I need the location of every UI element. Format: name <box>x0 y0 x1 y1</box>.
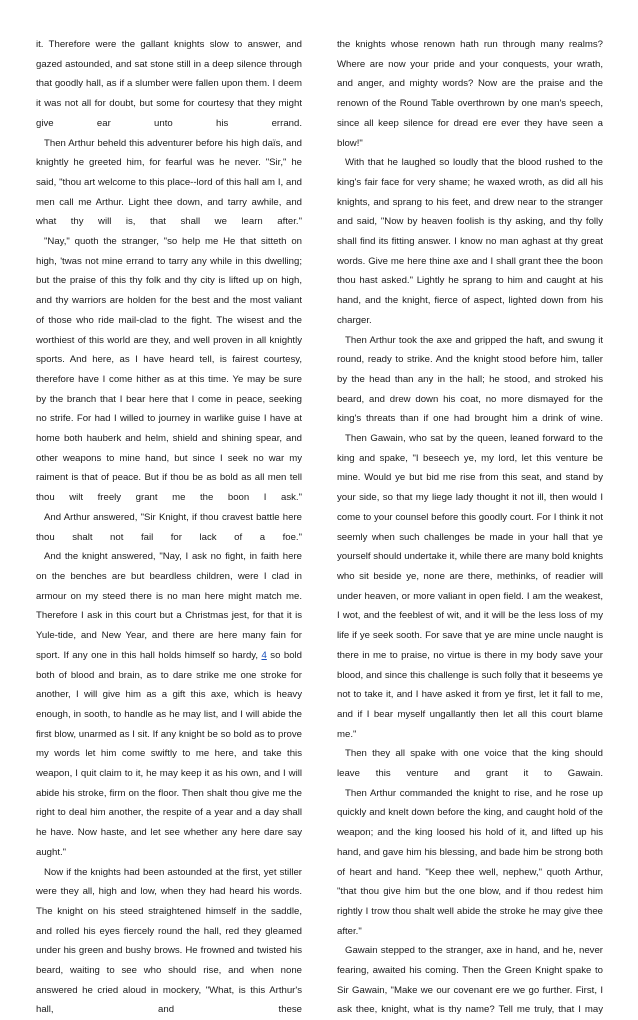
paragraph: the knights whose renown hath run through many realms? Where are now your pride and your conquests, your wrath, and anger, and mighty words? Now are the praise and the renown of the Round Table overthrown by one man's speech, since all keep silence for dread ere ever they have seen a blow!" <box>337 39 603 149</box>
paragraph-text: And the knight answered, "Nay, I ask no fight, in faith here on the benches are but beardless children, were I clad in armour on my steed there is no man here might match me. Therefore I ask in this court but a Christmas jest, for that it is Yule-tide, and New Year, and there are here many fain for sport. If any one in this hall holds himself so hardy, <box>36 551 302 661</box>
paragraph: Now if the knights had been astounded at the first, yet stiller were they all, high and low, when they had heard his words. The knight on his steed straightened himself in the saddle, and rolled his eyes fiercely round the hall, red they gleamed under his green and bushy brows. He frowned and twisted his beard, waiting to see who should rise, and when none answered he cried aloud in mockery, "What, is this Arthur's hall, and these <box>36 866 302 1016</box>
paragraph: it. Therefore were the gallant knights slow to answer, and gazed astounded, and sat stone still in a deep silence through that goodly hall, as if a slumber were fallen upon them. I deem it was not all for doubt, but some for courtesy that they might give ear unto his errand. <box>36 39 302 129</box>
paragraph: With that he laughed so loudly that the blood rushed to the king's fair face for very shame; he waxed wroth, as did all his knights, and sprang to his feet, and drew near to the stranger and said, "Now by heaven foolish is thy asking, and thy folly shall find its fitting answer. I know no man aghast at thy great words. Give me here thine axe and I shall grant thee the boon thou hast asked." Lightly he sprang to him and caught at his hand, and the knight, fierce of aspect, lighted down from his charger. <box>337 157 603 326</box>
paragraph: And Arthur answered, "Sir Knight, if thou cravest battle here thou shalt not fail for lack of a foe." <box>36 511 302 543</box>
paragraph: Then Arthur took the axe and gripped the haft, and swung it round, ready to strike. And the knight stood before him, taller by the head than any in the hall; he stood, and stroked his beard, and drew down his coat, no more dismayed for the king's threats than if one had brought him a drink of wine. <box>337 334 603 425</box>
text-column-right <box>337 35 603 1020</box>
paragraph: Then Gawain, who sat by the queen, leaned forward to the king and spake, "I beseech ye, my lord, let this venture be mine. Would ye but bid me rise from this seat, and stand by your side, so that my liege lady thought it not ill, then would I come to your counsel before this goodly court. For I think it not seemly when such challenges be made in your hall that ye yourself should undertake it, while there are many bold knights who sit beside ye, none are there, methinks, of readier will under heaven, or more valiant in open field. I am the weakest, I wot, and the feeblest of wit, and it will be the less loss of my life if ye seek sooth. For save that ye are mine uncle naught is there in me to praise, no virtue is there in my body save your blood, and since this challenge is such folly that it beseems ye not to take it, and I have asked it from ye first, let it fall to me, and if I bear myself ungallantly then let all this court blame me." <box>337 433 603 740</box>
paragraph: Gawain stepped to the stranger, axe in hand, and he, never fearing, awaited his coming. Then the Green Knight spake to Sir Gawain, "Make we our covenant ere we go further. First, I ask thee, knight, what is thy name? Tell me truly, that I may <box>337 945 603 1016</box>
text-column-left <box>36 35 302 1020</box>
paragraph: Then Arthur commanded the knight to rise, and he rose up quickly and knelt down before the king, and caught hold of the weapon; and the king loosed his hold of it, and lifted up his hand, and gave him his blessing, and bade him be strong both of heart and hand. "Keep thee well, nephew," quoth Arthur, "that thou give him but the one blow, and if thou redest him rightly I trow thou shalt well abide the stroke he may give thee after." <box>337 787 603 937</box>
paragraph: "Nay," quoth the stranger, "so help me He that sitteth on high, 'twas not mine errand to tarry any while in this dwelling; but the praise of this thy folk and thy city is lifted up on high, and thy warriors are holden for the best and the most valiant of those who ride mail-clad to the fight. The wisest and the worthiest of this world are they, and well proven in all knightly sports. And here, as I have heard tell, is fairest courtesy, therefore have I come hither as at this time. Ye may be sure by the branch that I bear here that I come in peace, seeking no strife. For had I willed to journey in warlike guise I have at home both hauberk and helm, shield and shining spear, and other weapons to mine hand, but since I seek no war my raiment is that of peace. But if thou be as bold as all men tell thou wilt freely grant me the boon I ask." <box>36 236 302 504</box>
paragraph: Then Arthur beheld this adventurer before his high daïs, and knightly he greeted him, for fearful was he never. "Sir," he said, "thou art welcome to this place--lord of this hall am I, and men call me Arthur. Light thee down, and tarry awhile, and what thy will is, that shall we learn after." <box>36 137 302 228</box>
paragraph: Then they all spake with one voice that the king should leave this venture and grant it to Gawain. <box>337 748 603 780</box>
paragraph-with-footnote <box>36 547 302 862</box>
paragraph-text: so bold both of blood and brain, as to dare strike me one stroke for another, I will give him as a gift this axe, which is heavy enough, in sooth, to handle as he may list, and I will abide the first blow, unarmed as I sit. If any knight be so bold as to prove my words let him come swiftly to me here, and take this weapon, I quit claim to it, he may keep it as his own, and I will abide his stroke, firm on the floor. Then shalt thou give me the right to deal him another, the respite of a year and a day shall he have. Now haste, and let see whether any here dare say aught." <box>36 649 302 858</box>
footnote-link[interactable]: 4 <box>261 649 267 661</box>
